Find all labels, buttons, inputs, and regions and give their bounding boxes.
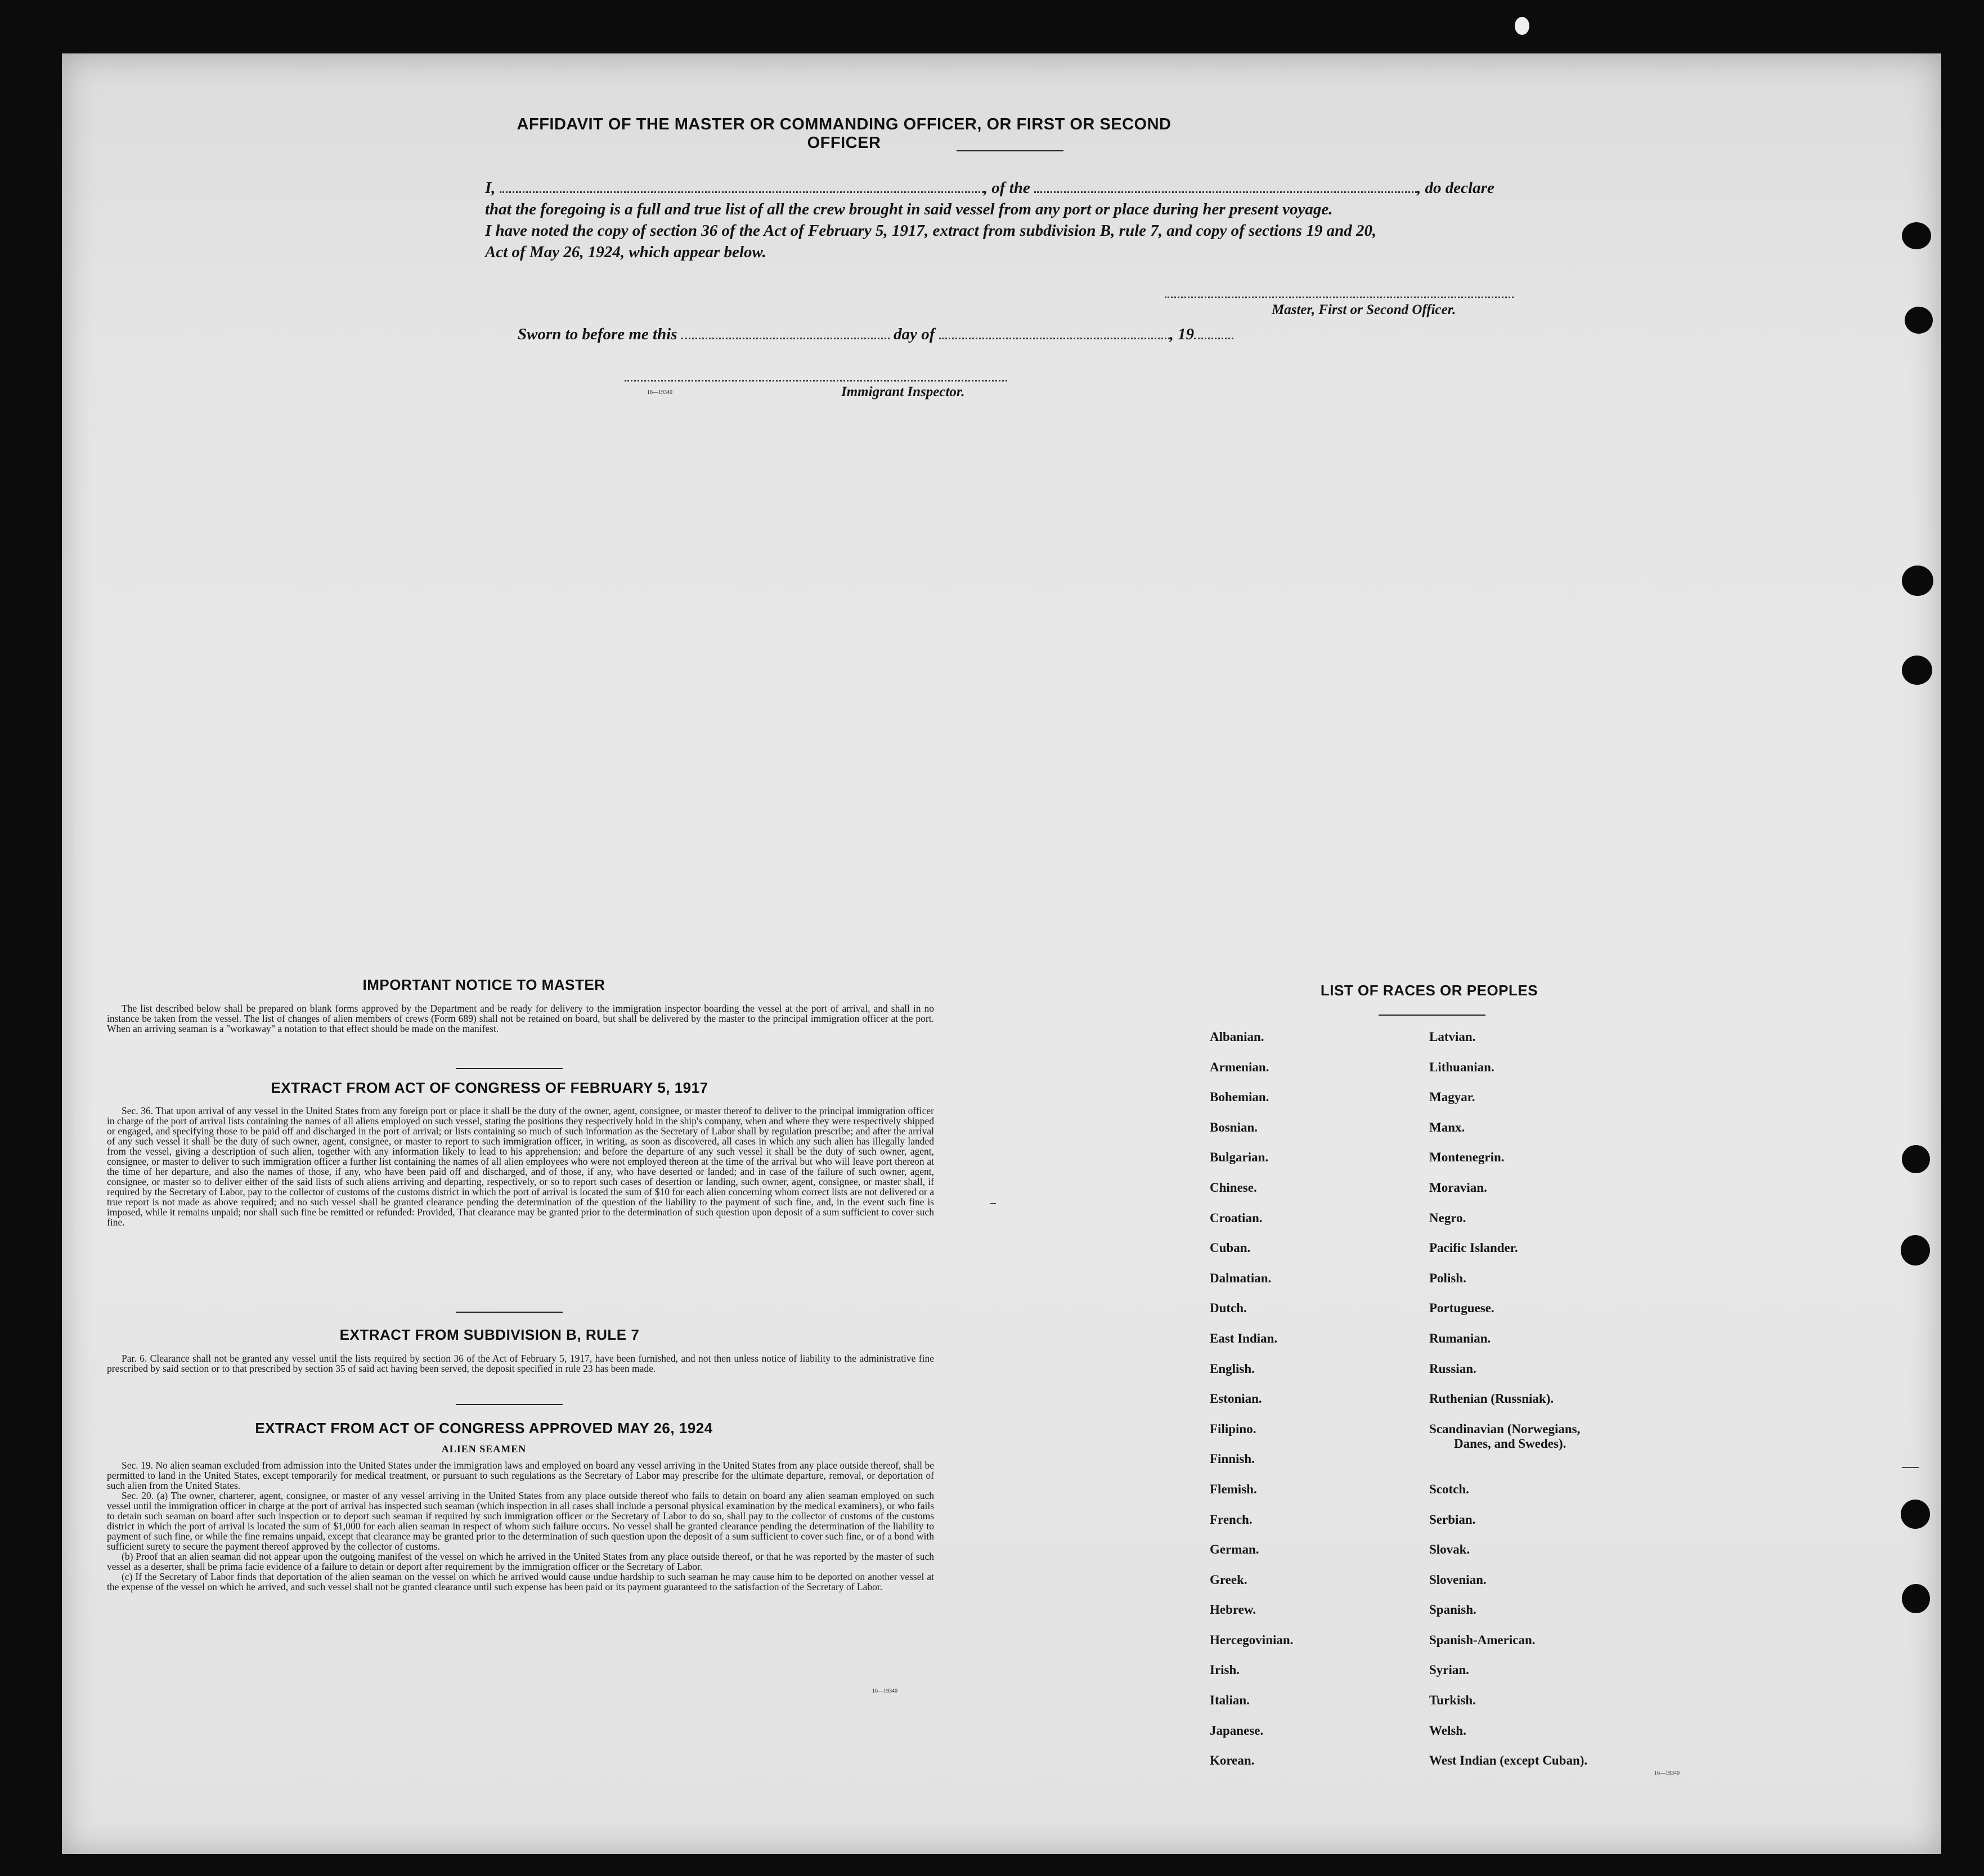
race-item: Pacific Islander.	[1429, 1241, 1518, 1255]
race-item: Greek.	[1210, 1572, 1247, 1587]
race-item: Japanese.	[1210, 1723, 1264, 1738]
margin-mark	[990, 1203, 996, 1204]
sec-19-paragraph: Sec. 19. No alien seaman excluded from admission into the United States under the immigration laws and employed on board any vessel arriving in the United States from any place outside thereof, shall be permitted to land in the United States, except temporarily for medical treatment, or pursuant to such regulations as the Secretary of Labor may prescribe for the ultimate departure, removal, or deportation of such alien from the United States.	[107, 1460, 934, 1491]
race-item: Dutch.	[1210, 1301, 1247, 1316]
sec-36-paragraph: Sec. 36. That upon arrival of any vessel in the United States from any foreign port or place it shall be the duty of the owner, agent, consignee, or master thereof to deliver to the principal immigration officer in charge of the port of arrival lists containing the names of all aliens employed on such vessel, stating the positions they respectively hold in the ship's company, when and where they were respectively shipped or engaged, and specifying those to be paid off and discharged in the port of arrival; or lists containing so much of such information as the Secretary of Labor shall by regulation prescribe; and after the arrival of any such vessel it shall be the duty of such owner, agent, consignee, or master to report to such immigration officer, in writing, as soon as discovered, all cases in which any such alien has illegally landed from the vessel, giving a description of such alien, together with any information likely to lead to his apprehension; and before the departure of any such vessel it shall be the duty of such owner, agent, consignee, or master to deliver to such immigration officer a further list containing the names of all alien employees who were not employed thereon at the time of the arrival but who will leave port thereon at the time of her departure, and also the names of those, if any, who have been paid off and discharged, and of those, if any, who have deserted or landed; and in case of the failure of such owner, agent, consignee, or master so to deliver either of the said lists of such aliens arriving and departing, respectively, or so to report such cases of desertion or landing, such owner, agent, consignee, or master shall, if required by the Secretary of Labor, pay to the collector of customs of the customs district in which the port of arrival is located the sum of $10 for each alien concerning whom correct lists are not delivered or a true report is not made as above required; and no such vessel shall be granted clearance pending the determination of the question of the liability to the payment of such fine, and, in the event such fine is imposed, while it remains unpaid; nor shall such fine be remitted or refunded: Provided, That clearance may be granted prior to the determination of such question upon deposit of a sum sufficient to cover such fine.	[107, 1105, 934, 1228]
race-item: Spanish-American.	[1429, 1632, 1536, 1647]
race-item: Negro.	[1429, 1210, 1466, 1225]
race-item: Albanian.	[1210, 1030, 1264, 1044]
race-item: Bosnian.	[1210, 1120, 1258, 1134]
form-number: 16—19340	[872, 1688, 897, 1694]
race-item: Cuban.	[1210, 1241, 1251, 1255]
race-item: Dalmatian.	[1210, 1271, 1272, 1285]
punch-hole	[1902, 566, 1933, 596]
race-item: Latvian.	[1429, 1030, 1476, 1044]
race-item: Ruthenian (Russniak).	[1429, 1392, 1554, 1406]
punch-hole	[1515, 17, 1529, 35]
divider	[957, 150, 1063, 151]
margin-mark	[1902, 1467, 1919, 1468]
extract-1917-body	[107, 1106, 934, 1227]
race-item: Polish.	[1429, 1271, 1466, 1285]
declare-label: , do declare	[1417, 179, 1494, 197]
sworn-line	[518, 324, 1418, 345]
race-item: German.	[1210, 1542, 1259, 1557]
declaration-line-2: that the foregoing is a full and true list of all the crew brought in said vessel from any port or place during her present voyage.	[485, 200, 1333, 218]
divider	[456, 1312, 563, 1313]
notice-title: IMPORTANT NOTICE TO MASTER	[362, 976, 605, 993]
race-item: Hebrew.	[1210, 1603, 1256, 1617]
declaration-line-1	[485, 177, 1599, 199]
race-item: Spanish.	[1429, 1603, 1476, 1617]
document-page	[62, 53, 1941, 1854]
divider	[456, 1404, 563, 1405]
race-item: Irish.	[1210, 1663, 1240, 1677]
race-item: Italian.	[1210, 1693, 1250, 1708]
race-item: Lithuanian.	[1429, 1060, 1494, 1074]
race-item: Croatian.	[1210, 1210, 1263, 1225]
sworn-month-field[interactable]	[939, 325, 1170, 339]
race-item: Moravian.	[1429, 1180, 1487, 1195]
sec-20a-paragraph: Sec. 20. (a) The owner, charterer, agent, consignee, or master of any vessel arriving in the United States from any place outside thereof who fails to detain on board any alien seaman employed on such vessel until the immigration officer in charge at the port of arrival has inspected such seaman (which inspection in all cases shall include a personal physical examination by the medical examiners), or who fails to detain such seaman on board after such inspection or to deport such seaman if required by such immigration officer or the Secretary of Labor to do so, shall pay to the collector of customs of the customs district in which the port of arrival is located the sum of $1,000 for each alien seaman in respect of whom such failure occurs. No vessel shall be granted clearance pending the determination of the liability to payment of such fine, or while the fine remains unpaid, except that clearance may be granted prior to the determination of such question upon the deposit of a sum sufficient to cover such fine, or of a bond with sufficient surety to secure the payment thereof approved by the collector of customs.	[107, 1490, 934, 1552]
extract-1924-body	[107, 1460, 934, 1592]
form-number: 16—19340	[1654, 1770, 1680, 1777]
race-item: Montenegrin.	[1429, 1150, 1505, 1165]
race-item: East Indian.	[1210, 1331, 1278, 1345]
master-signature-label: Master, First or Second Officer.	[1272, 302, 1456, 317]
race-item: Finnish.	[1210, 1452, 1255, 1466]
race-item: Welsh.	[1429, 1723, 1466, 1738]
punch-hole	[1902, 1584, 1930, 1613]
extract-rule7-body	[107, 1353, 934, 1374]
declarant-name-field[interactable]	[500, 179, 984, 193]
notice-paragraph: The list described below shall be prepared on blank forms approved by the Department and be ready for delivery to the immigration inspector boarding the vessel at the port of arrival, and shall in no instance be taken from the vessel. The list of changes of alien members of crews (Form 689) shall not be retained on board, but shall be delivered by the master to the principal immigration officer at the port. When an arriving seaman is a "workaway" a notation to that effect should be made on the manifest.	[107, 1003, 934, 1034]
race-item: Chinese.	[1210, 1180, 1257, 1195]
sworn-label: Sworn to before me this	[518, 325, 677, 343]
race-item: Scandinavian (Norwegians,	[1429, 1421, 1581, 1436]
affidavit-title: AFFIDAVIT OF THE MASTER OR COMMANDING OFFICER, OR FIRST OR SECOND OFFICER	[517, 115, 1171, 152]
inspector-label: Immigrant Inspector.	[841, 384, 965, 400]
master-signature-line[interactable]	[1165, 297, 1514, 298]
extract-1924-title: EXTRACT FROM ACT OF CONGRESS APPROVED MAY 26, 1924	[255, 1420, 713, 1437]
extract-rule7-title: EXTRACT FROM SUBDIVISION B, RULE 7	[339, 1326, 640, 1343]
declaration-line-3: I have noted the copy of section 36 of the Act of February 5, 1917, extract from subdivision B, rule 7, and copy of sections 19 and 20,	[485, 222, 1377, 240]
alien-seamen-subtitle: ALIEN SEAMEN	[441, 1443, 527, 1455]
race-item: Magyar.	[1429, 1090, 1475, 1105]
race-item-multiline	[1429, 1422, 1680, 1482]
race-item: Hercegovinian.	[1210, 1632, 1294, 1647]
race-item: Slovenian.	[1429, 1572, 1487, 1587]
form-number: 16—19340	[647, 389, 672, 396]
race-item: Bohemian.	[1210, 1090, 1269, 1105]
punch-hole	[1902, 222, 1931, 249]
race-item: Scotch.	[1429, 1482, 1469, 1496]
day-of-label: day of	[894, 325, 935, 343]
race-item: Armenian.	[1210, 1060, 1269, 1074]
race-item: West Indian (except Cuban).	[1429, 1753, 1588, 1768]
par-6-paragraph: Par. 6. Clearance shall not be granted any vessel until the lists required by section 36 of the Act of February 5, 1917, have been furnished, and not then unless notice of liability to the administrative fine prescribed by said section or to that prescribed by section 35 of said act having been served, the deposit specified in rule 23 has been made.	[107, 1353, 934, 1374]
sec-20c-paragraph: (c) If the Secretary of Labor finds that deportation of the alien seaman on the vessel on which he arrived would cause undue hardship to such seaman he may cause him to be deported on another vessel at the expense of the vessel on which he arrived, and such vessel shall not be granted clearance until such expense has been paid or its payment guaranteed to the satisfaction of the Secretary of Labor.	[107, 1571, 934, 1592]
race-item: Rumanian.	[1429, 1331, 1491, 1345]
race-item: Filipino.	[1210, 1421, 1256, 1436]
races-left-column	[1210, 1030, 1293, 1784]
divider	[456, 1068, 563, 1069]
race-item: Estonian.	[1210, 1392, 1262, 1406]
sworn-day-field[interactable]	[681, 325, 890, 339]
punch-hole	[1901, 1500, 1930, 1529]
race-item: Syrian.	[1429, 1663, 1469, 1677]
race-item-continued: Danes, and Swedes).	[1454, 1436, 1566, 1451]
of-the-label: , of the	[983, 179, 1030, 197]
races-title: LIST OF RACES OR PEOPLES	[1320, 982, 1538, 999]
punch-hole	[1905, 307, 1933, 334]
sec-20b-paragraph: (b) Proof that an alien seaman did not appear upon the outgoing manifest of the vessel on which he arrived in the United States from any place outside thereof, or that he was reported by the master of such vessel as a deserter, shall be prima facie evidence of a failure to detain or deport after requirement by the immigration officer or the Secretary of Labor.	[107, 1551, 934, 1572]
punch-hole	[1902, 1145, 1930, 1173]
race-item: Flemish.	[1210, 1482, 1257, 1496]
race-item: Turkish.	[1429, 1693, 1476, 1708]
races-right-column	[1429, 1030, 1680, 1776]
declarant-label: I,	[485, 179, 496, 197]
punch-hole	[1902, 656, 1932, 685]
extract-1917-title: EXTRACT FROM ACT OF CONGRESS OF FEBRUARY 5, 1917	[271, 1079, 708, 1096]
race-item: Portuguese.	[1429, 1301, 1494, 1316]
notice-body	[107, 1003, 934, 1034]
race-item: Serbian.	[1429, 1512, 1476, 1527]
declaration-line-4: Act of May 26, 1924, which appear below.	[485, 243, 766, 261]
race-item: Russian.	[1429, 1361, 1476, 1376]
race-item: Manx.	[1429, 1120, 1465, 1134]
race-item: French.	[1210, 1512, 1253, 1527]
inspector-signature-line[interactable]	[625, 380, 1007, 382]
race-item: Bulgarian.	[1210, 1150, 1269, 1165]
vessel-name-field[interactable]	[1034, 179, 1417, 193]
divider	[1379, 1015, 1485, 1016]
year-label: , 19	[1169, 325, 1195, 343]
race-item: English.	[1210, 1361, 1255, 1376]
sworn-year-field[interactable]	[1194, 325, 1233, 339]
punch-hole	[1901, 1235, 1930, 1265]
race-item: Korean.	[1210, 1753, 1255, 1768]
race-item: Slovak.	[1429, 1542, 1470, 1557]
